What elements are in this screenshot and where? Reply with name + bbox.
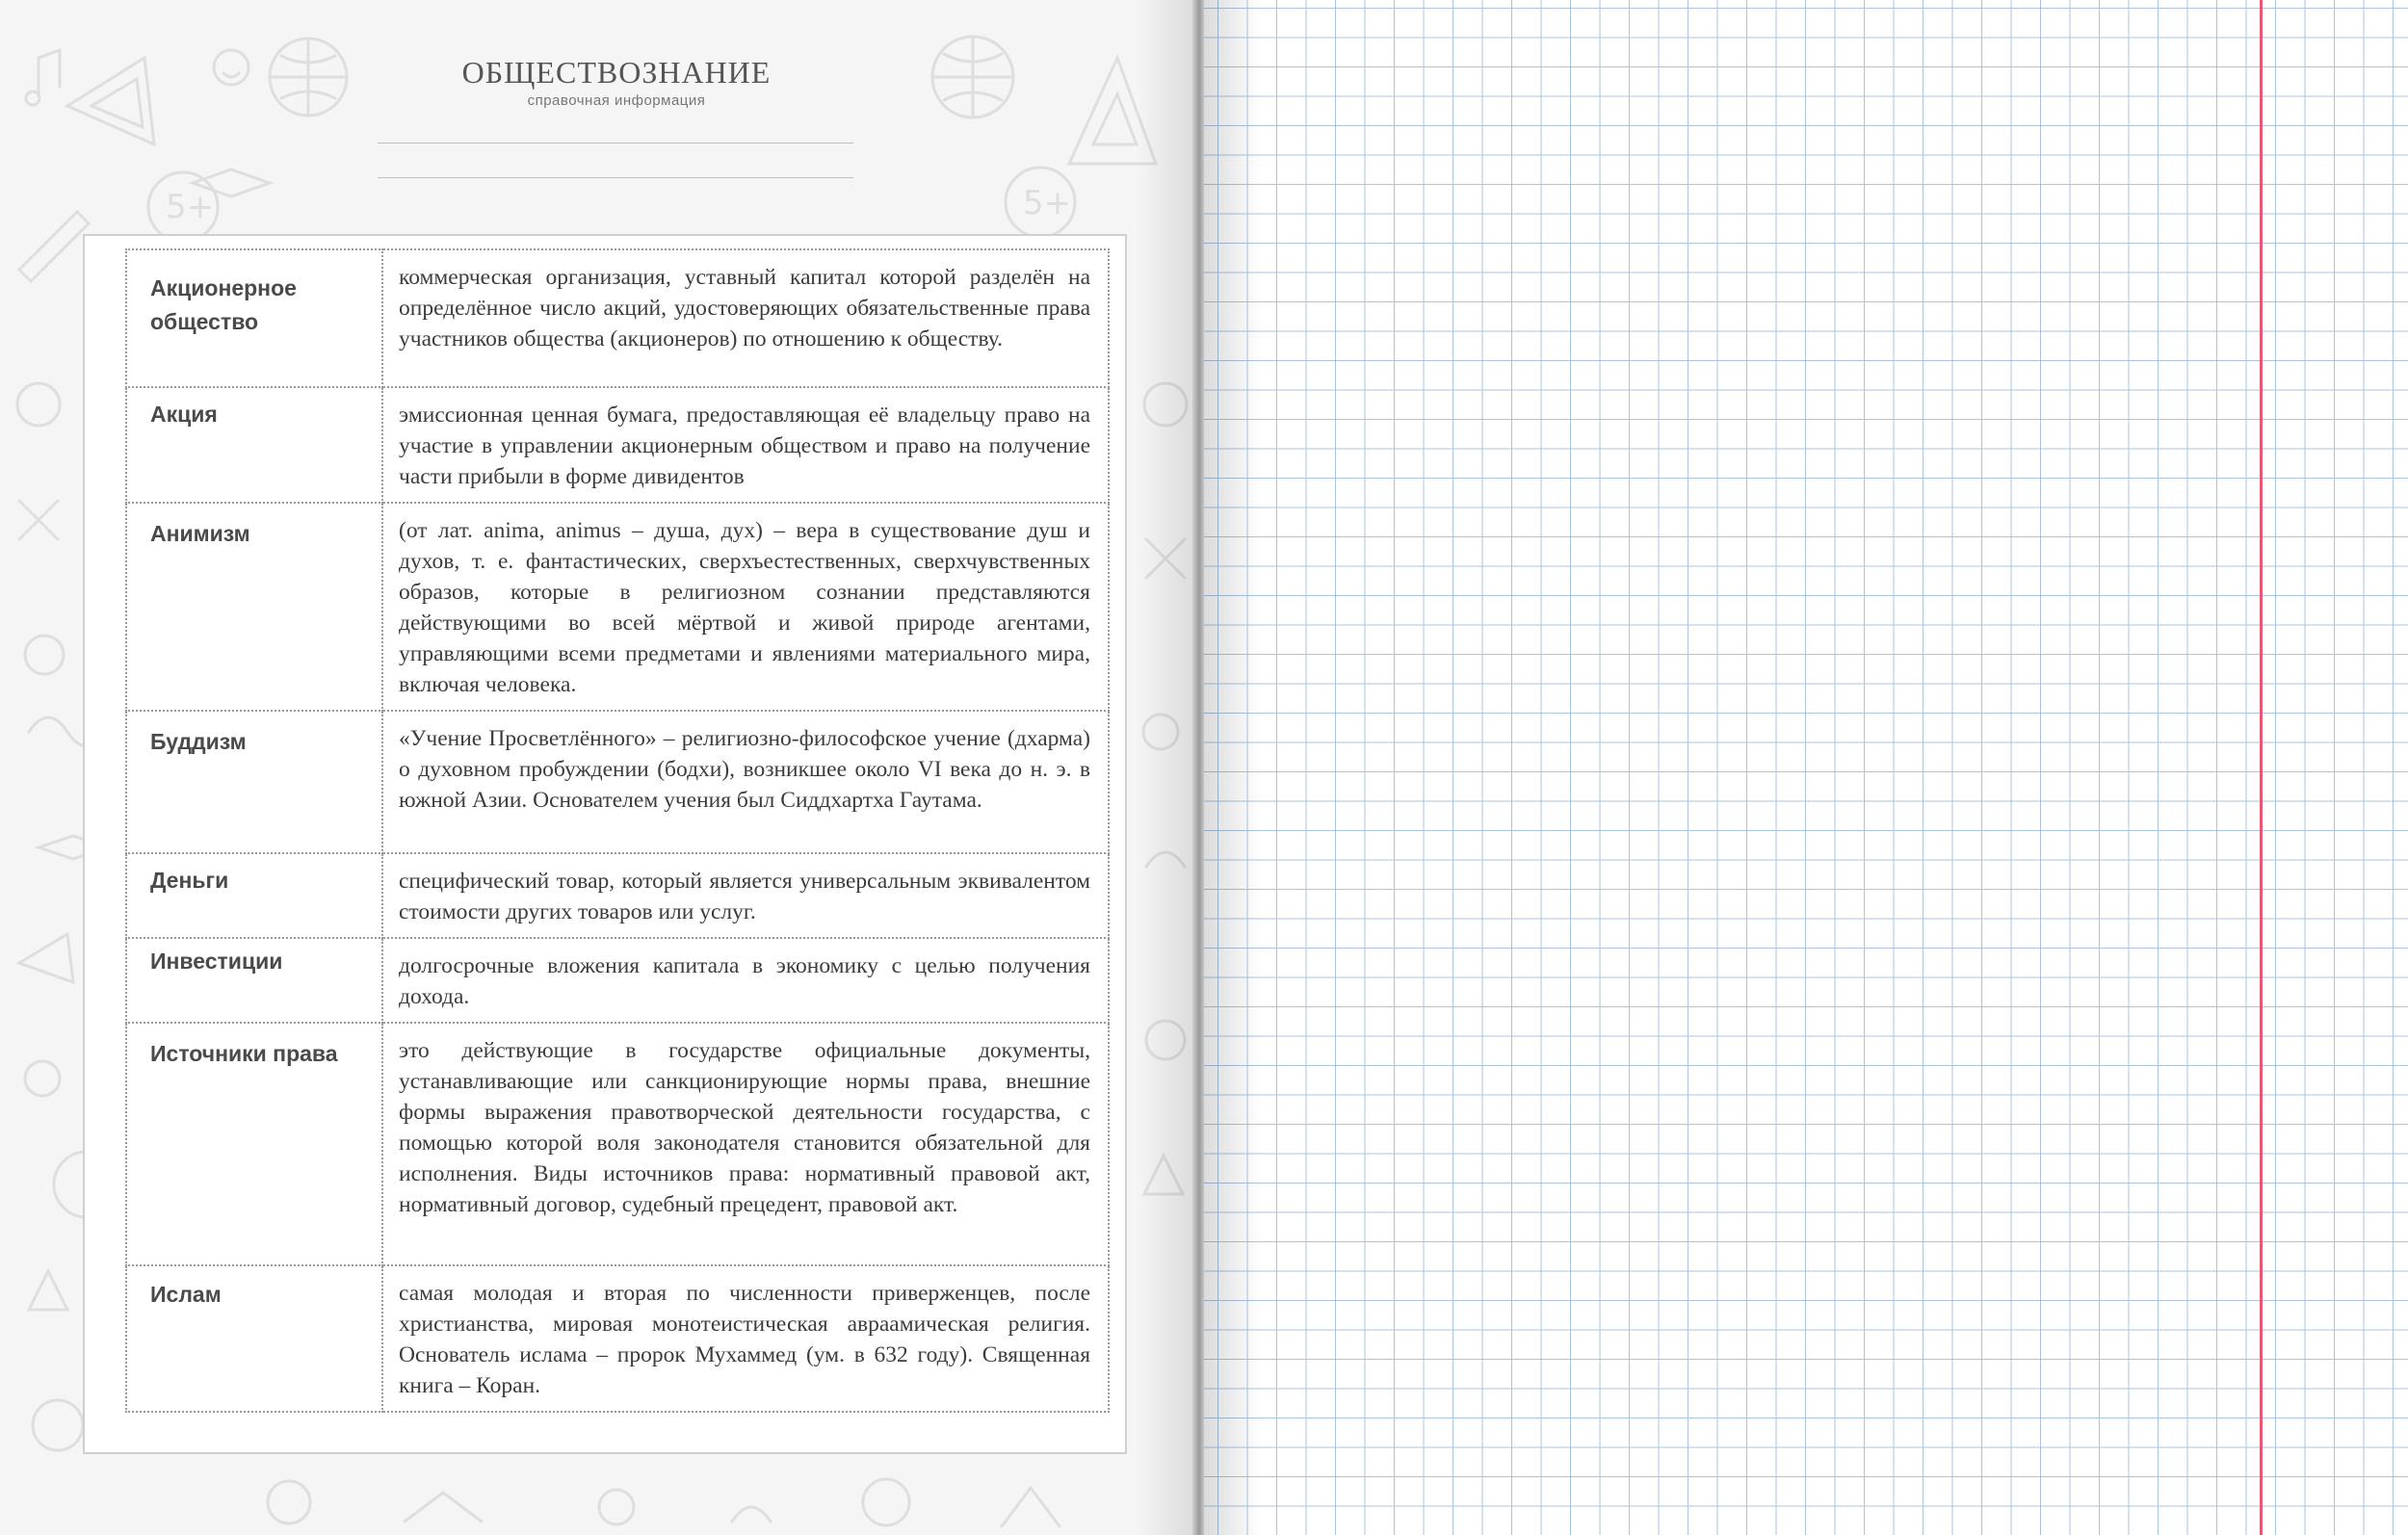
svg-text:5+: 5+ xyxy=(1023,184,1072,222)
globe-icon-right xyxy=(932,37,1013,117)
page-curl-shadow xyxy=(1204,0,1262,1535)
term-cell: Источники права xyxy=(126,1023,382,1265)
globe-icon xyxy=(270,39,347,116)
definition-cell: долгосрочные вложения капитала в экономику с целью получения дохода. xyxy=(382,938,1109,1023)
definition-cell: самая молодая и вторая по численности приверженцев, после христианства, мировая монотеистическая авраамическая религия. Основатель ислама – пророк Мухаммед (ум. в 632 году). Священная книга – Коран. xyxy=(382,1265,1109,1412)
graph-paper-page xyxy=(1204,0,2408,1535)
bottom-doodles xyxy=(268,1479,1060,1526)
triangle-ruler-icon xyxy=(67,58,154,144)
subject-title: ОБЩЕСТВОЗНАНИЕ xyxy=(461,55,772,90)
name-line-2 xyxy=(378,177,853,178)
definition-cell: эмиссионная ценная бумага, предоставляющая её владельцу право на участие в управлении акционерным обществом и право на получение части прибыли в форме дивидентов xyxy=(382,387,1109,503)
term-cell: Деньги xyxy=(126,853,382,938)
term-cell: Анимизм xyxy=(126,503,382,711)
definition-cell: коммерческая организация, уставный капитал которой разделён на определённое число акций, удостоверяющих обязательственные права участников общества (акционеров) по отношению к обществу. xyxy=(382,249,1109,387)
cover-page xyxy=(0,0,1194,1535)
red-margin-line xyxy=(2260,0,2263,1535)
definition-cell: (от лат. anima, animus – душа, дух) – вера в существование душ и духов, т. е. фантастических, сверхъестественных, сверхчувственных образов, которые в религиозном сознании представляются действующими во всей мёртвой и живой природе агентами, управляющими всеми предметами и явлениями материального мира, включая человека. xyxy=(382,503,1109,711)
smiley-icon xyxy=(214,50,249,85)
gutter-shadow xyxy=(1137,0,1194,1535)
definition-cell: это действующие в государстве официальные документы, устанавливающие или санкционирующие нормы права, внешние формы выражения правотворческой деятельности государства, с помощью которой воля законодателя становится обязательной для исполнения. Виды источников права: нормативный правовой акт, нормативный договор, судебный прецедент, правовой акт. xyxy=(382,1023,1109,1265)
term-cell: Акционерное общество xyxy=(126,249,382,387)
music-note-icon xyxy=(26,50,60,105)
table-row xyxy=(126,853,1109,938)
table-row xyxy=(126,249,1109,387)
term-cell: Акция xyxy=(126,387,382,503)
table-row xyxy=(126,1265,1109,1412)
table-row xyxy=(126,387,1109,503)
table-row xyxy=(126,503,1109,711)
term-cell: Инвестиции xyxy=(126,938,382,1023)
terms-table xyxy=(125,248,1110,1413)
pencil-icon xyxy=(19,212,89,281)
term-cell: Буддизм xyxy=(126,711,382,853)
subject-header xyxy=(356,54,877,109)
table-row xyxy=(126,1023,1109,1265)
definition-cell: «Учение Просветлённого» – религиозно-философское учение (дхарма) о духовном пробуждении (бодхи), возникшее около VI века до н. э. в южной Азии. Основателем учения был Сиддхартха Гаутама. xyxy=(382,711,1109,853)
term-cell: Ислам xyxy=(126,1265,382,1412)
subject-subtitle: справочная информация xyxy=(527,92,706,109)
definition-cell: специфический товар, который является универсальным эквивалентом стоимости других товаров или услуг. xyxy=(382,853,1109,938)
table-row xyxy=(126,938,1109,1023)
svg-text:5+: 5+ xyxy=(166,188,215,226)
table-row xyxy=(126,711,1109,853)
